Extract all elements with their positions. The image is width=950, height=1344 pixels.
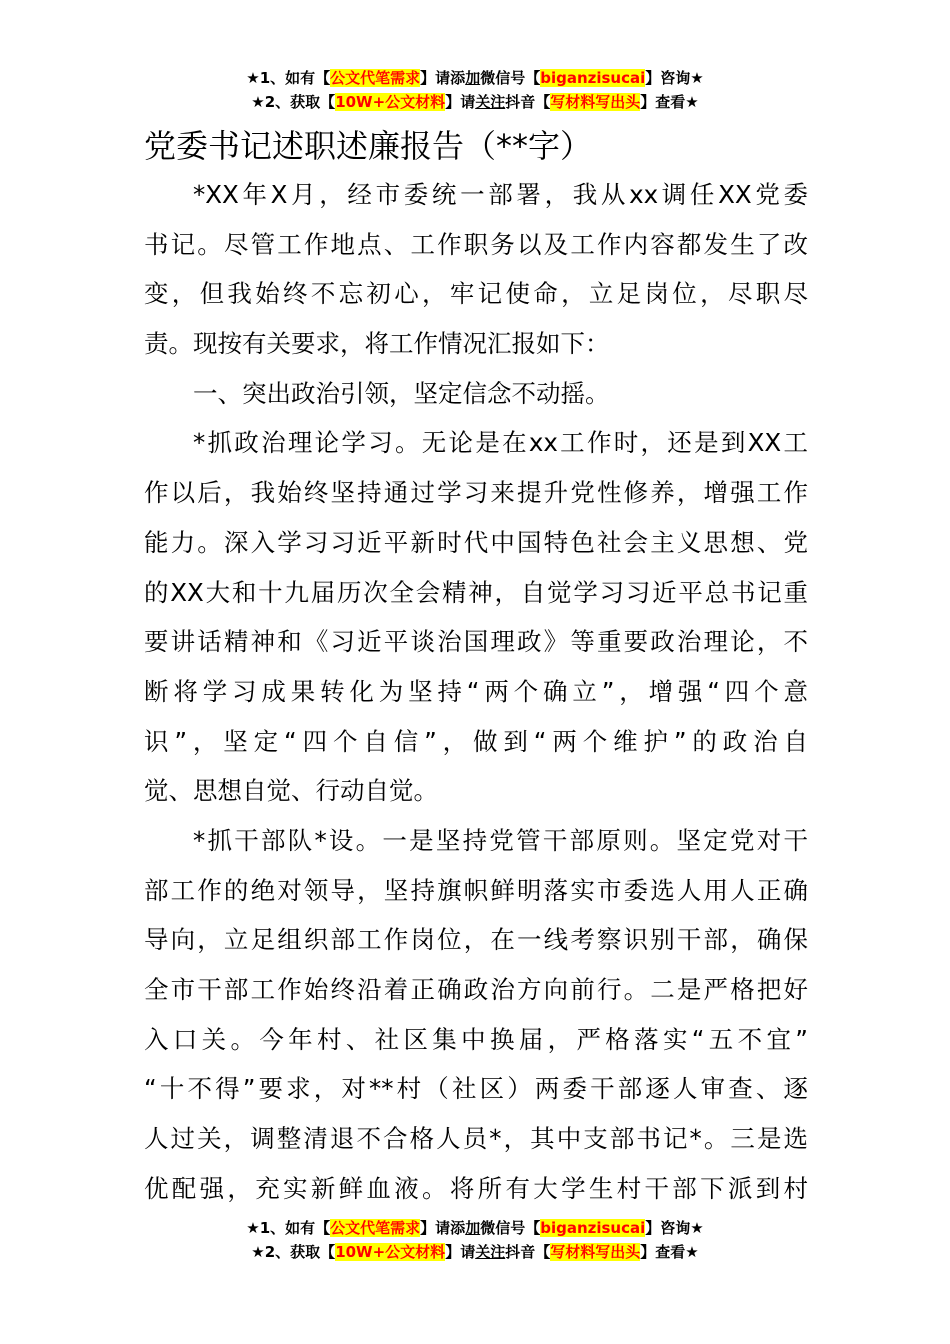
- body-line: 能力。深入学习习近平新时代中国特色社会主义思想、党: [144, 527, 808, 557]
- body-line: 书记。尽管工作地点、工作职务以及工作内容都发生了改: [144, 229, 808, 259]
- header-banner: [0, 66, 950, 114]
- body-line: 入口关。今年村、社区集中换届，严格落实“五不宜”: [144, 1024, 808, 1054]
- banner-text: 】请添: [420, 1219, 466, 1237]
- footer-banner: [0, 1216, 950, 1264]
- body-line: *抓政治理论学习。无论是在xx工作时，还是到XX工: [193, 428, 808, 458]
- banner-text: 】查看★: [640, 93, 699, 111]
- banner-text: 微信号【: [480, 69, 541, 87]
- banner-line-2: [0, 1240, 950, 1264]
- body-line: 断将学习成果转化为坚持“两个确立”，增强“四个意: [144, 676, 808, 706]
- banner-text: ★2、获取【: [251, 93, 336, 111]
- banner-text: ★1、如有【: [246, 69, 331, 87]
- banner-text: ★1、如有【: [246, 1219, 331, 1237]
- banner-text: 】咨询★: [645, 1219, 704, 1237]
- banner-underline: 加: [465, 1219, 481, 1237]
- body-line: 一、突出政治引领，坚定信念不动摇。: [193, 378, 610, 408]
- document-title: 党委书记述职述廉报告（**字）: [144, 127, 593, 165]
- body-line: 觉、思想自觉、行动自觉。: [144, 776, 438, 806]
- banner-highlight: 10W+公文材料: [335, 93, 446, 111]
- banner-highlight: biganzisucai: [540, 1219, 646, 1237]
- body-line: “十不得”要求，对**村（社区）两委干部逐人审查、逐: [144, 1074, 808, 1104]
- banner-underline: 加: [465, 69, 481, 87]
- banner-text: 微信号【: [480, 1219, 541, 1237]
- body-line: 部工作的绝对领导，坚持旗帜鲜明落实市委选人用人正确: [144, 875, 808, 905]
- body-line: 导向，立足组织部工作岗位，在一线考察识别干部，确保: [144, 925, 808, 955]
- banner-line-1: [0, 1216, 950, 1240]
- body-line: 变，但我始终不忘初心，牢记使命，立足岗位，尽职尽: [144, 279, 808, 309]
- banner-text: 抖音【: [505, 1243, 551, 1261]
- banner-underline: 关注: [475, 1243, 506, 1261]
- banner-highlight: 10W+公文材料: [335, 1243, 446, 1261]
- banner-text: ★2、获取【: [251, 1243, 336, 1261]
- body-line: 的XX大和十九届历次全会精神，自觉学习习近平总书记重: [144, 577, 808, 607]
- body-line: 要讲话精神和《习近平谈治国理政》等重要政治理论，不: [144, 627, 808, 657]
- banner-highlight: biganzisucai: [540, 69, 646, 87]
- banner-line-1: [0, 66, 950, 90]
- body-line: 责。现按有关要求，将工作情况汇报如下：: [144, 329, 610, 359]
- document-body: [144, 170, 808, 1213]
- banner-text: 】咨询★: [645, 69, 704, 87]
- body-line: 作以后，我始终坚持通过学习来提升党性修养，增强工作: [144, 478, 808, 508]
- body-line: *XX年X月，经市委统一部署，我从xx调任XX党委: [193, 180, 808, 209]
- banner-text: 抖音【: [505, 93, 551, 111]
- banner-underline: 关注: [475, 93, 506, 111]
- body-line: 优配强，充实新鲜血液。将所有大学生村干部下派到村: [144, 1173, 808, 1203]
- banner-text: 】请添: [420, 69, 466, 87]
- banner-highlight: 写材料写出头: [550, 1243, 641, 1261]
- banner-text: 】请: [445, 93, 476, 111]
- body-line: 人过关，调整清退不合格人员*，其中支部书记*。三是选: [144, 1124, 808, 1154]
- body-line: *抓干部队*设。一是坚持党管干部原则。坚定党对干: [193, 825, 808, 855]
- banner-highlight: 公文代笔需求: [330, 69, 421, 87]
- banner-text: 】请: [445, 1243, 476, 1261]
- body-line: 全市干部工作始终沿着正确政治方向前行。二是严格把好: [144, 975, 808, 1004]
- body-line: 识”，坚定“四个自信”，做到“两个维护”的政治自: [144, 726, 808, 756]
- banner-text: 】查看★: [640, 1243, 699, 1261]
- banner-line-2: [0, 90, 950, 114]
- banner-highlight: 公文代笔需求: [330, 1219, 421, 1237]
- banner-highlight: 写材料写出头: [550, 93, 641, 111]
